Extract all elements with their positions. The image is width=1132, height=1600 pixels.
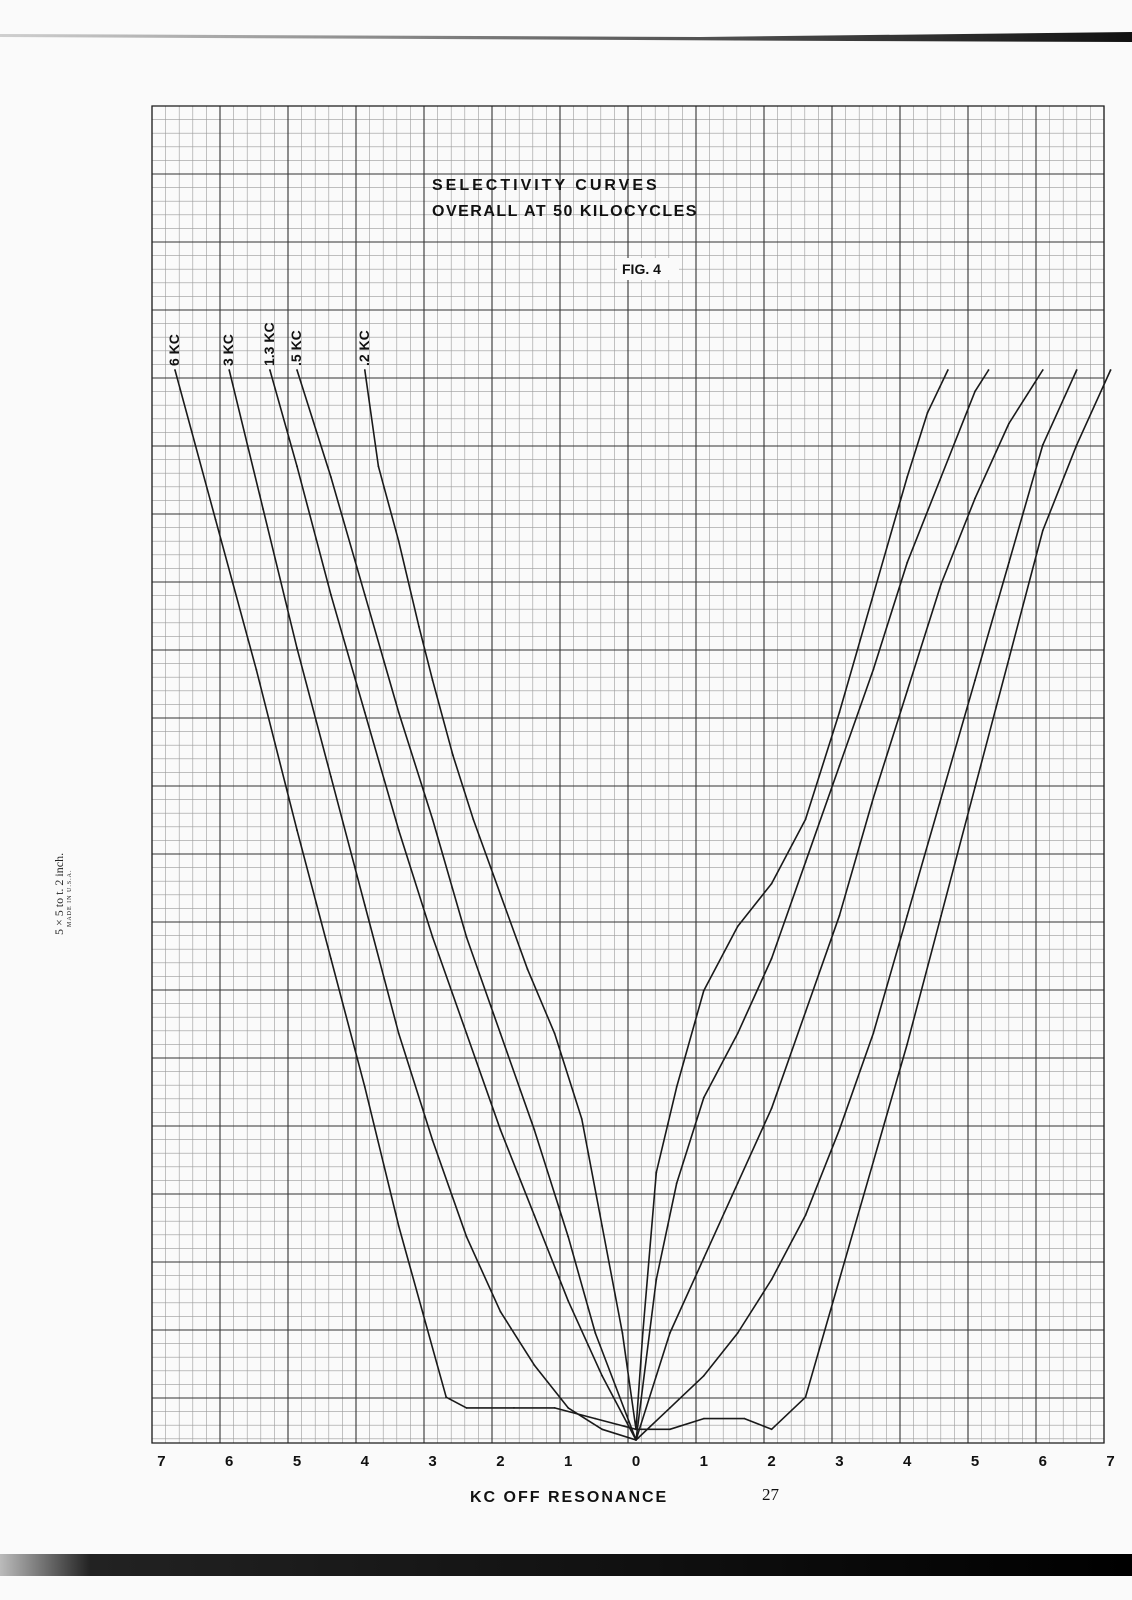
data-point <box>771 958 773 960</box>
figure-label: FIG. 4 <box>622 261 661 277</box>
data-point <box>398 712 400 714</box>
data-point <box>1042 444 1044 446</box>
data-point <box>594 1418 596 1420</box>
data-point <box>364 594 366 596</box>
data-point <box>839 765 841 767</box>
x-tick-label: 6 <box>1038 1453 1047 1470</box>
data-point <box>513 1407 515 1409</box>
data-point <box>432 936 434 938</box>
data-point <box>1008 423 1010 425</box>
data-point <box>1042 530 1044 532</box>
data-point <box>554 1033 556 1035</box>
data-point <box>364 369 366 371</box>
data-point <box>669 1332 671 1334</box>
data-point <box>669 1407 671 1409</box>
series-line-2kc <box>365 370 948 1429</box>
data-point <box>947 369 949 371</box>
x-tick-label: 3 <box>428 1453 437 1470</box>
series-label: 1.3 KC <box>260 322 277 366</box>
data-point <box>771 1279 773 1281</box>
data-point <box>906 1043 908 1045</box>
data-point <box>500 893 502 895</box>
data-point <box>364 1086 366 1088</box>
data-point <box>737 1033 739 1035</box>
data-point <box>601 1225 603 1227</box>
data-point <box>805 819 807 821</box>
data-point <box>839 915 841 917</box>
series-label: 6 KC <box>165 334 182 366</box>
data-point <box>669 1428 671 1430</box>
data-point <box>533 1129 535 1131</box>
data-point <box>466 936 468 938</box>
series-label: .2 KC <box>355 330 372 366</box>
data-point <box>262 508 264 510</box>
data-point <box>974 391 976 393</box>
data-point <box>330 776 332 778</box>
data-point <box>906 476 908 478</box>
data-point <box>432 679 434 681</box>
data-point <box>466 1407 468 1409</box>
x-tick-label: 2 <box>496 1453 505 1470</box>
data-point <box>635 1439 637 1441</box>
chart-title: SELECTIVITY CURVES <box>432 177 660 194</box>
data-point <box>642 1332 644 1334</box>
page-number: 27 <box>762 1485 779 1504</box>
data-point <box>1110 369 1112 371</box>
x-tick-label: 5 <box>970 1453 980 1470</box>
x-tick-label: 2 <box>767 1453 776 1470</box>
data-point <box>737 1332 739 1334</box>
data-point <box>615 1386 617 1388</box>
data-point <box>398 1225 400 1227</box>
data-point <box>228 369 230 371</box>
data-point <box>1008 658 1010 660</box>
data-point <box>500 1129 502 1131</box>
data-point <box>805 1214 807 1216</box>
data-point <box>703 1257 705 1259</box>
scan-bottom-shadow <box>0 1550 1132 1580</box>
data-point <box>940 797 942 799</box>
paper-imprint <box>52 853 73 935</box>
series-line-5kc <box>297 370 989 1440</box>
data-point <box>296 465 298 467</box>
x-axis-label: KC OFF RESONANCE <box>470 1489 669 1506</box>
data-point <box>906 562 908 564</box>
data-point <box>940 915 942 917</box>
data-point <box>872 669 874 671</box>
data-point <box>398 1033 400 1035</box>
data-point <box>635 1428 637 1430</box>
data-point <box>974 786 976 788</box>
data-point <box>296 647 298 649</box>
paper-imprint-origin: MADE IN U.S.A. <box>67 869 73 927</box>
data-point <box>1008 562 1010 564</box>
data-point <box>432 819 434 821</box>
data-point <box>255 669 257 671</box>
data-point <box>527 968 529 970</box>
data-point <box>398 829 400 831</box>
x-tick-label: 1 <box>564 1453 573 1470</box>
paper-imprint-size: 5 × 5 to t. 2 inch. <box>52 852 66 935</box>
x-tick-label: 1 <box>699 1453 708 1470</box>
data-point <box>872 797 874 799</box>
data-point <box>771 883 773 885</box>
data-point <box>567 1300 569 1302</box>
data-point <box>500 1311 502 1313</box>
data-point <box>927 412 929 414</box>
data-point <box>872 1161 874 1163</box>
data-point <box>805 1011 807 1013</box>
data-point <box>466 1033 468 1035</box>
data-point <box>601 1375 603 1377</box>
x-tick-label: 6 <box>225 1453 234 1470</box>
chart-subtitle: OVERALL AT 50 KILOCYCLES <box>432 203 698 220</box>
data-point <box>872 594 874 596</box>
data-point <box>988 369 990 371</box>
data-point <box>703 1375 705 1377</box>
x-tick-label: 3 <box>835 1453 844 1470</box>
x-tick-label: 4 <box>903 1453 912 1470</box>
data-point <box>737 926 739 928</box>
data-point <box>377 465 379 467</box>
data-point <box>940 583 942 585</box>
data-point <box>676 1086 678 1088</box>
data-point <box>839 1129 841 1131</box>
data-point <box>567 1236 569 1238</box>
data-point <box>445 1396 447 1398</box>
data-point <box>703 1097 705 1099</box>
data-point <box>364 904 366 906</box>
data-point <box>676 1182 678 1184</box>
data-point <box>174 369 176 371</box>
data-point <box>1042 369 1044 371</box>
data-point <box>839 712 841 714</box>
x-tick-label: 7 <box>1106 1453 1115 1470</box>
data-point <box>466 1236 468 1238</box>
grid-major <box>152 106 1104 1443</box>
data-point <box>567 1407 569 1409</box>
data-point <box>533 1364 535 1366</box>
data-point <box>744 1418 746 1420</box>
data-point <box>432 1140 434 1142</box>
data-point <box>655 1279 657 1281</box>
data-point <box>554 1407 556 1409</box>
data-point <box>296 829 298 831</box>
data-point <box>703 1418 705 1420</box>
data-point <box>872 1033 874 1035</box>
data-point <box>906 915 908 917</box>
data-point <box>1076 444 1078 446</box>
data-point <box>771 1107 773 1109</box>
data-point <box>269 369 271 371</box>
x-tick-label: 0 <box>631 1453 641 1470</box>
data-point <box>601 1428 603 1430</box>
data-point <box>330 594 332 596</box>
data-point <box>839 1279 841 1281</box>
data-point <box>974 498 976 500</box>
data-point <box>805 861 807 863</box>
data-point <box>581 1118 583 1120</box>
data-point <box>1076 369 1078 371</box>
data-point <box>805 1396 807 1398</box>
data-point <box>452 754 454 756</box>
data-point <box>594 1332 596 1334</box>
data-point <box>364 712 366 714</box>
data-point <box>296 369 298 371</box>
data-point <box>500 1033 502 1035</box>
data-point <box>533 1214 535 1216</box>
data-point <box>330 476 332 478</box>
data-point <box>906 690 908 692</box>
data-point <box>737 1182 739 1184</box>
x-tick-label: 7 <box>157 1453 166 1470</box>
x-tick-label: 5 <box>292 1453 302 1470</box>
data-point <box>472 819 474 821</box>
data-point <box>655 1172 657 1174</box>
data-point <box>418 626 420 628</box>
data-point <box>215 519 217 521</box>
data-point <box>940 476 942 478</box>
data-point <box>330 958 332 960</box>
series-label: .5 KC <box>288 330 304 366</box>
data-point <box>771 1428 773 1430</box>
data-point <box>974 679 976 681</box>
data-point <box>398 540 400 542</box>
series-group <box>174 369 1111 1441</box>
series-label: 3 KC <box>220 334 237 366</box>
data-point <box>622 1332 624 1334</box>
data-point <box>703 990 705 992</box>
x-tick-label: 4 <box>360 1453 369 1470</box>
